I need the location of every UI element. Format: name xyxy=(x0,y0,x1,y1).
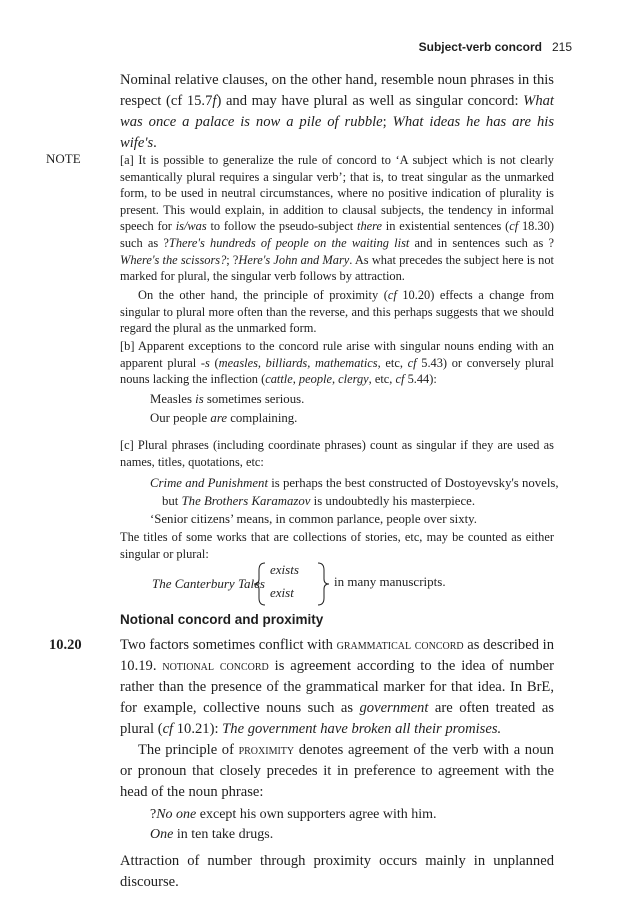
example-rest: in many manuscripts. xyxy=(334,574,446,589)
verb-option-singular: exists xyxy=(270,562,299,577)
note-b: [b] Apparent exceptions to the concord rule arise with singular nouns ending with an apparent plural -s (measles, billiards, mathematics, etc, cf 5.43) or conversely plural nouns lacking the inflection (cattle, people, clergy, etc, cf 5.44): xyxy=(120,339,554,387)
intro-paragraph: Nominal relative clauses, on the other hand, resemble noun phrases in this respect (cf 15.7f) and may have plural as well as singular concord: What was once a palace is now a pile of rubble; What ideas he has are his wife's. xyxy=(120,72,554,151)
section-heading: Notional concord and proximity xyxy=(120,612,324,627)
section-paragraph-2: The principle of proximity denotes agreement of the verb with a noun or pronoun that closely precedes it in preference to agreement with the head of the noun phrase: xyxy=(120,742,554,800)
example-senior-citizens: ‘Senior citizens’ means, in common parlance, people over sixty. xyxy=(150,512,477,526)
example-measles: Measles is sometimes serious. xyxy=(150,392,305,406)
example-people: Our people are complaining. xyxy=(150,411,298,425)
example-one-in-ten: One in ten take drugs. xyxy=(150,827,274,842)
note-label: NOTE xyxy=(46,151,81,166)
right-brace xyxy=(316,562,330,606)
example-titles: Crime and Punishment is perhaps the best constructed of Dostoyevsky's novels, but The Brothers Karamazov is undoubtedly his masterpiece. xyxy=(150,476,559,508)
example-title: The Canterbury Tales xyxy=(152,576,265,591)
running-header xyxy=(419,40,572,54)
running-title: Subject-verb concord xyxy=(418,40,542,54)
note-a: [a] It is possible to generalize the rule of concord to ‘A subject which is not clearly semantically plural requires a singular verb’; that is, to treat singular as the unmarked form, to be used in neutral circumstances, where no positive indication of plurality is present. This would explain, in addition to clausal subjects, the tendency in informal speech for is/was to follow the pseudo-subject there in existential sentences (cf 18.30) such as ?There's hundreds of people on the waiting list and in sentences such as ?Where's the scissors?; ?Here's John and Mary. As what precedes the subject here is not marked for plural, the singular verb follows by attraction. xyxy=(120,153,555,284)
left-brace xyxy=(253,562,267,606)
example-canterbury xyxy=(152,562,552,606)
note-c-continued: The titles of some works that are collections of stories, etc, may be counted as either singular or plural: xyxy=(120,530,554,561)
section-paragraph-1: Two factors sometimes conflict with grammatical concord as described in 10.19. notional concord is agreement according to the idea of number rather than the presence of the grammatical marker for that idea. In BrE, for example, collective nouns such as government are often treated as plural (cf 10.21): The government have broken all their promises. xyxy=(120,637,554,737)
page-number: 215 xyxy=(551,40,572,54)
verb-option-plural: exist xyxy=(270,585,294,600)
section-number: 10.20 xyxy=(49,637,82,653)
note-a-continued: On the other hand, the principle of proximity (cf 10.20) effects a change from singular to plural more often than the reverse, and this perhaps suggests that we should regard the plural as the unmarked form. xyxy=(120,288,554,336)
example-no-one: ?No one except his own supporters agree with him. xyxy=(150,807,437,822)
section-paragraph-3: Attraction of number through proximity occurs mainly in unplanned discourse. xyxy=(120,853,554,890)
note-c: [c] Plural phrases (including coordinate phrases) count as singular if they are used as names, titles, quotations, etc: xyxy=(120,438,554,469)
